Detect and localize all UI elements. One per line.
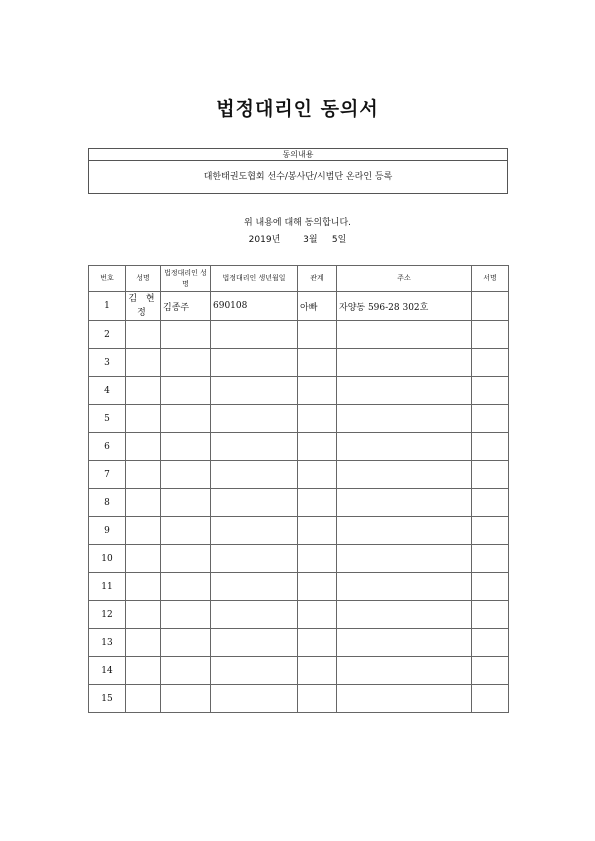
table-row: [89, 685, 509, 713]
table-row: [89, 349, 509, 377]
document-title: 법정대리인 동의서: [216, 98, 379, 120]
cell-guardian-birth: [211, 685, 298, 713]
cell-relation: 아빠: [298, 292, 337, 321]
consent-header: 동의내용: [89, 149, 507, 161]
table-row: [89, 545, 509, 573]
cell-guardian-name: [161, 489, 211, 517]
cell-guardian-birth: [211, 573, 298, 601]
cell-guardian-name: [161, 461, 211, 489]
cell-guardian-birth: [211, 657, 298, 685]
cell-signature: [472, 433, 509, 461]
cell-number: 1: [89, 292, 126, 321]
cell-signature: [472, 461, 509, 489]
header-number: 번호: [89, 266, 126, 292]
cell-number: 7: [89, 461, 126, 489]
cell-address: [337, 601, 472, 629]
cell-signature: [472, 377, 509, 405]
cell-signature: [472, 405, 509, 433]
agreement-statement: 위 내용에 대해 동의합니다.: [243, 218, 352, 228]
cell-address: [337, 573, 472, 601]
cell-guardian-birth: [211, 321, 298, 349]
cell-relation: [298, 321, 337, 349]
cell-number: 15: [89, 685, 126, 713]
consent-date: [0, 232, 595, 245]
cell-guardian-name: [161, 573, 211, 601]
cell-guardian-name: [161, 321, 211, 349]
cell-name: [126, 405, 161, 433]
cell-address: [337, 461, 472, 489]
cell-name: [126, 545, 161, 573]
cell-relation: [298, 573, 337, 601]
table-row: [89, 321, 509, 349]
guardian-table-body: [89, 292, 509, 713]
cell-name: 김 현 정: [126, 292, 161, 321]
cell-guardian-name: [161, 433, 211, 461]
cell-guardian-birth: [211, 489, 298, 517]
cell-number: 8: [89, 489, 126, 517]
cell-relation: [298, 405, 337, 433]
cell-guardian-name: [161, 405, 211, 433]
cell-guardian-birth: [211, 545, 298, 573]
cell-relation: [298, 377, 337, 405]
cell-name: [126, 573, 161, 601]
cell-number: 13: [89, 629, 126, 657]
cell-address: [337, 489, 472, 517]
cell-guardian-name: [161, 377, 211, 405]
date-day: 5일: [331, 235, 347, 245]
cell-guardian-birth: [211, 405, 298, 433]
table-row: [89, 657, 509, 685]
cell-guardian-birth: [211, 377, 298, 405]
cell-guardian-name: [161, 657, 211, 685]
cell-guardian-name: [161, 601, 211, 629]
cell-number: 6: [89, 433, 126, 461]
cell-number: 10: [89, 545, 126, 573]
header-signature: 서명: [472, 266, 509, 292]
cell-guardian-name: [161, 349, 211, 377]
table-row: [89, 405, 509, 433]
cell-address: 자양동 596-28 302호: [337, 292, 472, 321]
table-row: [89, 629, 509, 657]
table-row: [89, 573, 509, 601]
cell-name: [126, 629, 161, 657]
cell-signature: [472, 545, 509, 573]
cell-name: [126, 517, 161, 545]
cell-name: [126, 349, 161, 377]
cell-signature: [472, 601, 509, 629]
cell-name: [126, 321, 161, 349]
cell-guardian-name: [161, 629, 211, 657]
cell-address: [337, 433, 472, 461]
cell-relation: [298, 349, 337, 377]
cell-address: [337, 321, 472, 349]
cell-number: 11: [89, 573, 126, 601]
consent-box: [88, 148, 508, 194]
cell-address: [337, 685, 472, 713]
table-row: [89, 292, 509, 321]
cell-number: 4: [89, 377, 126, 405]
cell-signature: [472, 349, 509, 377]
cell-signature: [472, 657, 509, 685]
guardian-table: [88, 265, 509, 713]
header-address: 주소: [337, 266, 472, 292]
table-row: [89, 517, 509, 545]
cell-guardian-birth: 690108: [211, 292, 298, 321]
cell-number: 9: [89, 517, 126, 545]
cell-name: [126, 601, 161, 629]
cell-address: [337, 405, 472, 433]
cell-relation: [298, 545, 337, 573]
header-name: 성명: [126, 266, 161, 292]
cell-address: [337, 657, 472, 685]
cell-relation: [298, 461, 337, 489]
cell-address: [337, 545, 472, 573]
cell-number: 3: [89, 349, 126, 377]
cell-guardian-name: [161, 685, 211, 713]
cell-name: [126, 461, 161, 489]
cell-relation: [298, 489, 337, 517]
cell-guardian-birth: [211, 629, 298, 657]
table-row: [89, 461, 509, 489]
cell-address: [337, 377, 472, 405]
cell-address: [337, 517, 472, 545]
cell-number: 2: [89, 321, 126, 349]
cell-address: [337, 349, 472, 377]
consent-content: 대한태권도협회 선수/봉사단/시범단 온라인 등록: [203, 172, 393, 182]
cell-relation: [298, 601, 337, 629]
cell-relation: [298, 685, 337, 713]
cell-guardian-birth: [211, 349, 298, 377]
cell-name: [126, 657, 161, 685]
date-month: 3월: [303, 235, 318, 245]
cell-name: [126, 489, 161, 517]
table-row: [89, 489, 509, 517]
cell-guardian-birth: [211, 461, 298, 489]
cell-number: 14: [89, 657, 126, 685]
cell-name: [126, 377, 161, 405]
cell-signature: [472, 629, 509, 657]
cell-signature: [472, 321, 509, 349]
header-relation: 관계: [298, 266, 337, 292]
table-header-row: [89, 266, 509, 292]
cell-name: [126, 433, 161, 461]
cell-signature: [472, 517, 509, 545]
header-guardian-birth: 법정대리인 생년월일: [211, 266, 298, 292]
cell-guardian-name: 김종주: [161, 292, 211, 321]
cell-guardian-birth: [211, 601, 298, 629]
cell-number: 12: [89, 601, 126, 629]
cell-name: [126, 685, 161, 713]
cell-signature: [472, 292, 509, 321]
table-row: [89, 433, 509, 461]
header-guardian-name: 법정대리인 성명: [161, 266, 211, 292]
date-year: 2019년: [248, 235, 281, 245]
table-row: [89, 601, 509, 629]
cell-relation: [298, 517, 337, 545]
cell-guardian-birth: [211, 433, 298, 461]
cell-signature: [472, 573, 509, 601]
table-row: [89, 377, 509, 405]
cell-address: [337, 629, 472, 657]
cell-guardian-name: [161, 545, 211, 573]
cell-relation: [298, 433, 337, 461]
cell-relation: [298, 629, 337, 657]
cell-number: 5: [89, 405, 126, 433]
cell-guardian-birth: [211, 517, 298, 545]
cell-guardian-name: [161, 517, 211, 545]
cell-relation: [298, 657, 337, 685]
cell-signature: [472, 685, 509, 713]
cell-signature: [472, 489, 509, 517]
